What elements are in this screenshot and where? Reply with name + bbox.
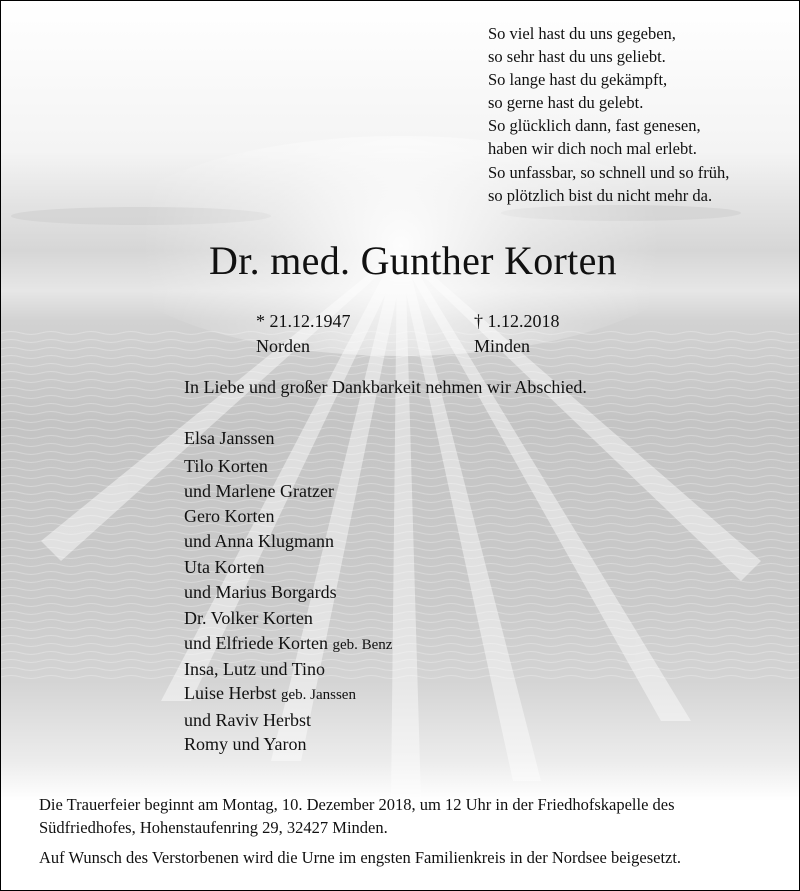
poem-line: so sehr hast du uns geliebt. [488,47,666,67]
maiden-name-note: geb. Benz [332,636,393,653]
mourner-name: und Elfriede Korten [184,632,328,653]
birth-place: Norden [256,336,310,356]
death-place: Minden [474,336,530,356]
mourner-group [184,555,337,604]
farewell-text: In Liebe und großer Dankbarkeit nehmen wir Abschied. [184,377,587,397]
mourner-group [184,504,334,553]
mourner-name: Dr. Volker Korten [184,608,313,628]
death-info [474,309,560,359]
funeral-line: Südfriedhofes, Hohenstaufenring 29, 32427 Minden. [39,818,388,837]
mourner-name: Elsa Janssen [184,428,275,448]
funeral-line: Die Trauerfeier beginnt am Montag, 10. Dezember 2018, um 12 Uhr in der Friedhofskapelle des [39,795,675,814]
poem-line: So lange hast du gekämpft, [488,70,668,90]
maiden-name-note: geb. Janssen [280,687,356,703]
poem-line: So viel hast du uns gegeben, [488,24,676,43]
poem-line: so gerne hast du gelebt. [488,93,644,113]
mourner-name: Romy und Yaron [184,734,307,754]
birth-info [256,309,351,359]
poem [488,22,729,207]
mourner-name: und Anna Klugmann [184,530,334,551]
mourner-name: Gero Korten [184,506,275,526]
mourner-group [184,454,334,503]
mourner-name: und Marius Borgards [184,581,337,602]
birth-date: * 21.12.1947 [256,311,351,331]
mourner-name: und Marlene Gratzer [184,480,334,501]
urn-note: Auf Wunsch des Verstorbenen wird die Urne im engsten Familienkreis in der Nordsee beigesetzt. [39,848,682,867]
mourner-name: Uta Korten [184,557,265,577]
poem-line: So glücklich dann, fast genesen, [488,116,701,136]
death-date: † 1.12.2018 [474,311,560,331]
mourner-group [184,426,274,451]
mourner-name: Luise Herbst [184,683,277,703]
poem-line: haben wir dich noch mal erlebt. [488,139,697,159]
mourner-name: Tilo Korten [184,456,268,476]
mourner-name: Insa, Lutz und Tino [184,659,326,679]
mourner-name-with-note [184,631,392,658]
mourner-group [184,606,392,682]
poem-line: So unfassbar, so schnell und so früh, [488,162,730,182]
funeral-info [39,793,675,839]
mourner-name-with-note [184,681,356,708]
poem-line: so plötzlich bist du nicht mehr da. [488,185,713,205]
mourner-name: und Raviv Herbst [184,709,311,730]
deceased-name: Dr. med. Gunther Korten [209,238,617,283]
mourner-group [184,681,356,757]
